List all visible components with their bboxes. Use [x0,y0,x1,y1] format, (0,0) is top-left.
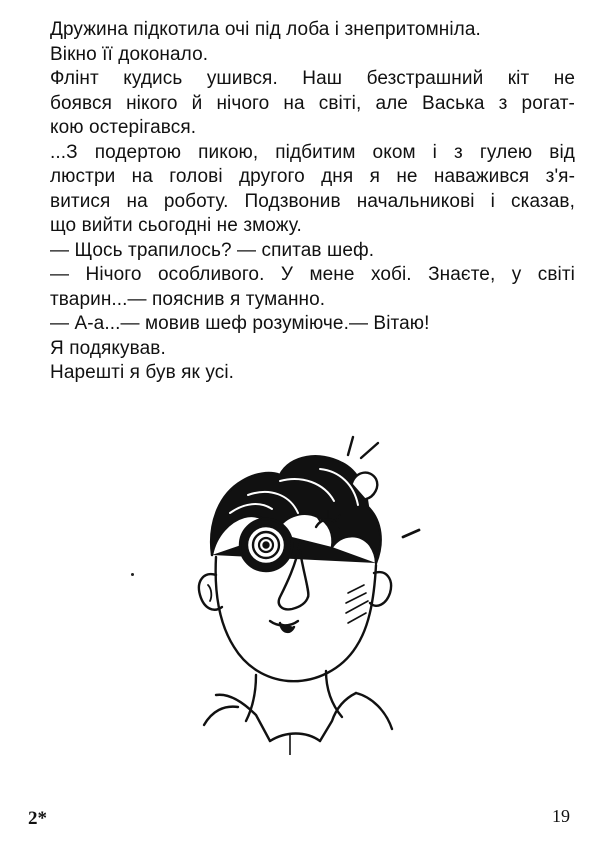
text-line-14: Я подякував. [50,337,166,359]
cartoon-man-black-eye-icon [120,425,550,755]
text-line-4: боявся нікого й нічого на світі, але Васька з рогат- [50,92,575,114]
text-line-5: кою остерігався. [50,117,197,138]
text-line-2: Вікно її доконало. [50,43,209,65]
text-line-9: що вийти сьогодні не зможу. [50,215,302,236]
text-line-11: — Нічого особливого. У мене хобі. Знаєте, у світі [50,264,575,285]
text-line-12: тварин...— пояснив я туманно. [50,288,326,310]
signature-mark: 2* [28,808,47,829]
text-line-6: ...З подертою пикою, підбитим оком і з гулею від [50,141,575,163]
text-line-1: Дружина підкотила очі під лоба і знепритомніла. [50,19,481,40]
body-text [50,18,575,386]
text-line-7: люстри на голові другого дня я не наважився з'я- [50,166,575,187]
text-line-13: — А-а...— мовив шеф розуміюче.— Вітаю! [50,313,430,334]
page-number: 19 [552,806,570,826]
text-line-10: — Щось трапилось? — спитав шеф. [50,239,375,261]
text-line-8: витися на роботу. Подзвонив начальникові і сказав, [50,190,575,212]
text-line-15: Нарешті я був як усі. [50,362,235,383]
text-line-3: Флінт кудись ушився. Наш безстрашний кіт не [50,68,575,89]
